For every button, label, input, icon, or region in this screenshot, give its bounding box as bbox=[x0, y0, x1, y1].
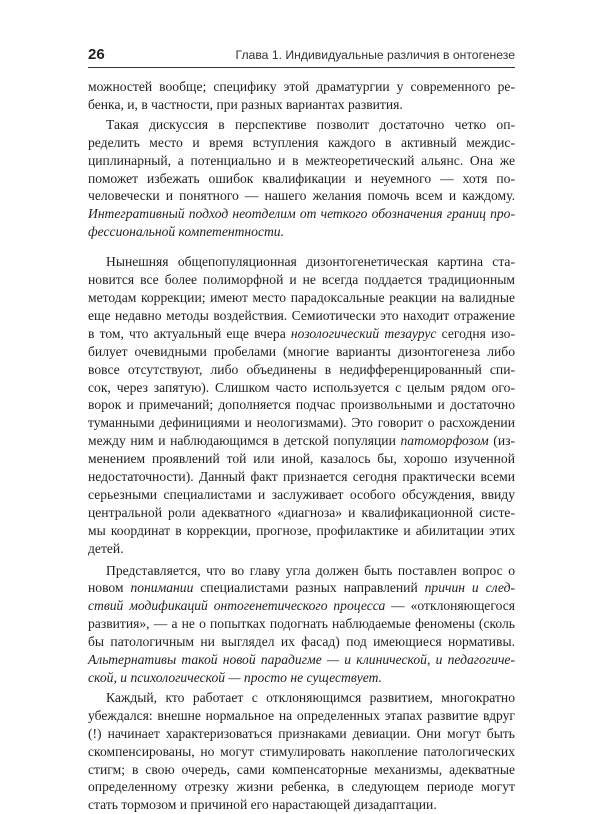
text-run: детей. bbox=[88, 540, 124, 556]
text-line bbox=[88, 414, 515, 432]
text-line bbox=[88, 307, 515, 325]
text-run: недостаточности). Данный факт признается сегодня практически всеми bbox=[88, 469, 515, 485]
text-line bbox=[88, 615, 515, 633]
text-run: убеждался: внешне нормальное на определенных этапах развитие вдруг bbox=[88, 707, 515, 723]
text-line bbox=[88, 486, 515, 504]
text-line bbox=[88, 540, 515, 558]
text-run: серьезными специалистами и заслуживает особого обсуждения, ввиду bbox=[88, 486, 515, 502]
text-run: — «отклоняющегося bbox=[385, 598, 515, 614]
text-run: определенному отрезку жизни ребенка, в следующем периоде могут bbox=[88, 779, 515, 795]
text-line bbox=[88, 651, 515, 669]
text-run: менением проявлений той или иной, казалось бы, хорошо изученной bbox=[88, 451, 515, 467]
text-line bbox=[88, 223, 515, 241]
text-line bbox=[88, 361, 515, 379]
text-run: стигм; в свою очередь, сами компенсаторные механизмы, адекватные bbox=[88, 761, 515, 777]
italic-text: понимании bbox=[130, 580, 194, 596]
text-run: новится все более полиморфной и не всегда поддается традиционным bbox=[88, 272, 515, 288]
text-run: можностей вообще; специфику этой драматургии у современного ре- bbox=[88, 79, 515, 94]
text-run: сегодня изо- bbox=[436, 325, 515, 341]
text-run: вовсе отсутствуют, либо объединены в недифференцированный спи- bbox=[88, 361, 515, 377]
text-run: Представляется, что во главу угла должен быть поставлен вопрос о bbox=[106, 562, 515, 578]
text-line bbox=[88, 450, 515, 468]
text-line bbox=[88, 134, 515, 152]
running-title: Глава 1. Индивидуальные различия в онтогенезе bbox=[235, 48, 515, 62]
text-line bbox=[88, 271, 515, 289]
text-run: билует очевидными пробелами (многие варианты дизонтогенеза либо bbox=[88, 343, 515, 359]
page-number: 26 bbox=[88, 46, 105, 63]
paragraph bbox=[88, 116, 515, 241]
paragraph bbox=[88, 78, 515, 114]
text-run: еще недавно методы воздействия. Семиотически это находит отражение bbox=[88, 307, 515, 323]
text-run: специалистами разных направлений bbox=[193, 580, 425, 596]
body-text bbox=[88, 78, 515, 814]
text-line bbox=[88, 187, 515, 205]
text-line bbox=[88, 152, 515, 170]
text-line bbox=[88, 562, 515, 580]
text-run: Такая дискуссия в перспективе позволит достаточно четко оп- bbox=[106, 116, 515, 132]
text-run: (из- bbox=[488, 433, 515, 449]
paragraph bbox=[88, 689, 515, 814]
text-line bbox=[88, 343, 515, 361]
text-line bbox=[88, 379, 515, 397]
text-line bbox=[88, 205, 515, 223]
italic-text: ской, и психологической — просто не существует. bbox=[88, 670, 382, 685]
italic-text: Альтернативы такой новой парадигме — и клинической, и педагогиче- bbox=[88, 652, 515, 668]
text-run: скомпенсированы, но могут стимулировать накопление патологических bbox=[88, 743, 515, 759]
text-run: бы патологичным ни выглядел их фасад) под имеющиеся нормативы. bbox=[88, 634, 515, 650]
text-run: ворок и примечаний; дополняется подчас произвольными и достаточно bbox=[88, 397, 515, 413]
text-run: бенка, и, в частности, при разных вариантах развития. bbox=[88, 96, 403, 112]
text-line bbox=[88, 289, 515, 307]
paragraph bbox=[88, 562, 515, 687]
text-line bbox=[88, 689, 515, 707]
text-line bbox=[88, 170, 515, 188]
text-line bbox=[88, 325, 515, 343]
text-run: ределить место и время вступления каждого в активный междис- bbox=[88, 134, 515, 150]
text-line bbox=[88, 633, 515, 651]
text-line bbox=[88, 396, 515, 414]
header-rule bbox=[88, 67, 515, 68]
text-line bbox=[88, 522, 515, 540]
text-run: между ним и наблюдающимся в детской популяции bbox=[88, 433, 401, 449]
text-line bbox=[88, 504, 515, 522]
text-run: сок, через запятую). Слишком часто используется с целым рядом ого- bbox=[88, 379, 515, 395]
text-line bbox=[88, 96, 515, 114]
text-run: человечески и понятного — нашего желания помочь всем и каждому. bbox=[88, 188, 515, 204]
text-run: циплинарный, а потенциально и в межтеоретический альянс. Она же bbox=[88, 152, 515, 168]
text-line bbox=[88, 725, 515, 743]
text-run: в том, что актуальный еще вчера bbox=[88, 325, 291, 341]
italic-text: ствий модификаций онтогенетического процесса bbox=[88, 598, 386, 614]
text-run: методам коррекции; имеют место парадоксальные реакции на валидные bbox=[88, 289, 515, 305]
paragraph bbox=[88, 253, 515, 557]
text-line bbox=[88, 597, 515, 615]
italic-text: причин и след- bbox=[424, 580, 515, 596]
page-header bbox=[88, 44, 515, 70]
text-line bbox=[88, 468, 515, 486]
text-run: Каждый, кто работает с отклоняющимся развитием, многократно bbox=[106, 689, 515, 705]
text-run: мы координат в коррекции, прогнозе, профилактике и абилитации этих bbox=[88, 522, 515, 538]
italic-text: фессиональной компетентности. bbox=[88, 224, 285, 240]
text-run: (!) начинает характеризоваться признаками девиации. Они могут быть bbox=[88, 725, 515, 741]
text-run: новом bbox=[88, 580, 131, 596]
text-line bbox=[88, 778, 515, 796]
text-line bbox=[88, 707, 515, 725]
italic-text: нозологический тезаурус bbox=[290, 325, 437, 341]
text-line bbox=[88, 253, 515, 271]
text-line bbox=[88, 669, 515, 687]
text-run: Нынешняя общепопуляционная дизонтогенетическая картина ста- bbox=[106, 254, 515, 270]
text-line bbox=[88, 796, 515, 814]
text-run: центральной роли адекватного «диагноза» и квалификационной систе- bbox=[88, 504, 515, 520]
text-run: поможет избежать ошибок квалификации и неуемного — хотя по- bbox=[88, 170, 515, 186]
paragraph-gap bbox=[88, 241, 515, 253]
italic-text: патоморфозом bbox=[400, 433, 489, 449]
text-run: туманными дефинициями и неологизмами). Это говорит о расхождении bbox=[88, 415, 515, 431]
text-line bbox=[88, 78, 515, 96]
text-line bbox=[88, 579, 515, 597]
text-line bbox=[88, 743, 515, 761]
text-line bbox=[88, 116, 515, 134]
text-run: развития», — а не о попытках подогнать наблюдаемые феномены (сколь bbox=[88, 616, 515, 632]
italic-text: Интегративный подход неотделим от четкого обозначения границ про- bbox=[88, 206, 515, 222]
text-line bbox=[88, 761, 515, 779]
text-run: стать тормозом и причиной его нарастающей дизадаптации. bbox=[88, 797, 437, 813]
text-line bbox=[88, 432, 515, 450]
